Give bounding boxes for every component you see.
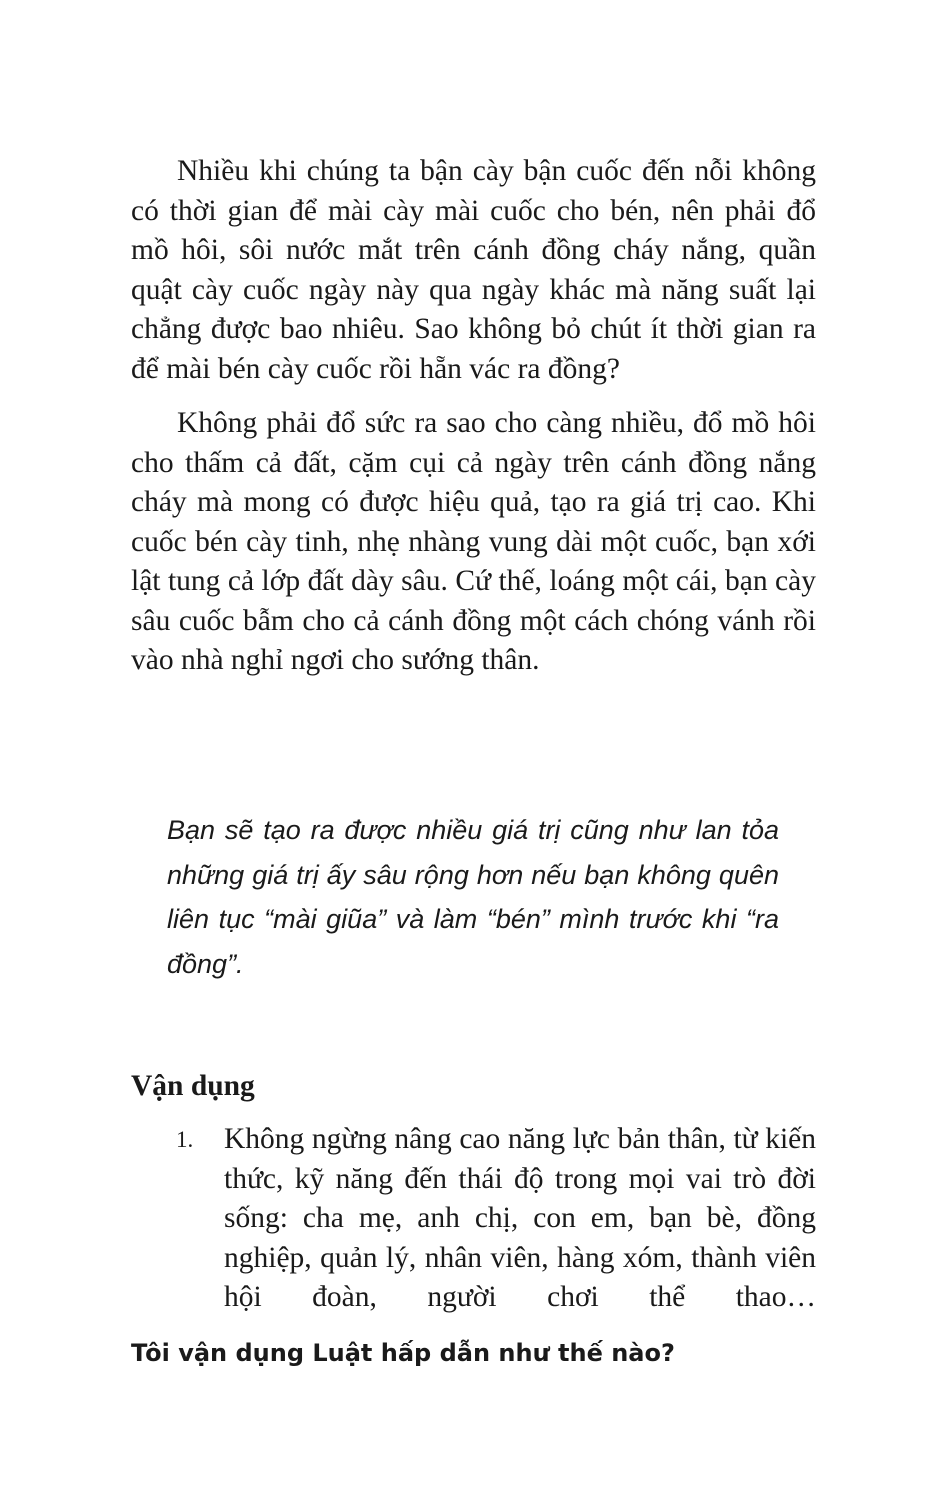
paragraph-1: Nhiều khi chúng ta bận cày bận cuốc đến nỗi không có thời gian để mài cày mài cuốc cho bén, nên phải đổ mồ hôi, sôi nước mắt trên cánh đồng cháy nắng, quần quật cày cuốc ngày này qua ngày khác mà năng suất lại chẳng được bao nhiêu. Sao không bỏ chút ít thời gian ra để mài bén cày cuốc rồi hẵn vác ra đồng? [131, 155, 816, 385]
section-heading: Vận dụng [131, 1070, 255, 1102]
paragraph-2: Không phải đổ sức ra sao cho càng nhiều, đổ mồ hôi cho thấm cả đất, cặm cụi cả ngày trên cánh đồng nắng cháy mà mong có được hiệu quả, tạo ra giá trị cao. Khi cuốc bén cày tinh, nhẹ nhàng vung dài một cuốc, bạn xới lật tung cả lớp đất dày sâu. Cứ thế, loáng một cái, bạn cày sâu cuốc bẫm cho cả cánh đồng một cách chóng vánh rồi vào nhà nghỉ ngơi cho sướng thân. [131, 407, 816, 676]
pull-quote: Bạn sẽ tạo ra được nhiều giá trị cũng như lan tỏa những giá trị ấy sâu rộng hơn nếu bạn không quên liên tục “mài giũa” và làm “bén” mình trước khi “ra đồng”. [167, 815, 779, 979]
list-item [131, 1120, 816, 1318]
list-item-number: 1. [176, 1127, 194, 1152]
list-item-text: Không ngừng nâng cao năng lực bản thân, từ kiến thức, kỹ năng đến thái độ trong mọi vai trò đời sống: cha mẹ, anh chị, con em, bạn bè, đồng nghiệp, quản lý, nhân viên, hàng xóm, thành viên hội đoàn, người chơi thể thao… [224, 1123, 816, 1313]
next-section-heading: Tôi vận dụng Luật hấp dẫn như thế nào? [131, 1339, 675, 1367]
application-list [131, 1120, 816, 1318]
body-text [131, 152, 816, 681]
